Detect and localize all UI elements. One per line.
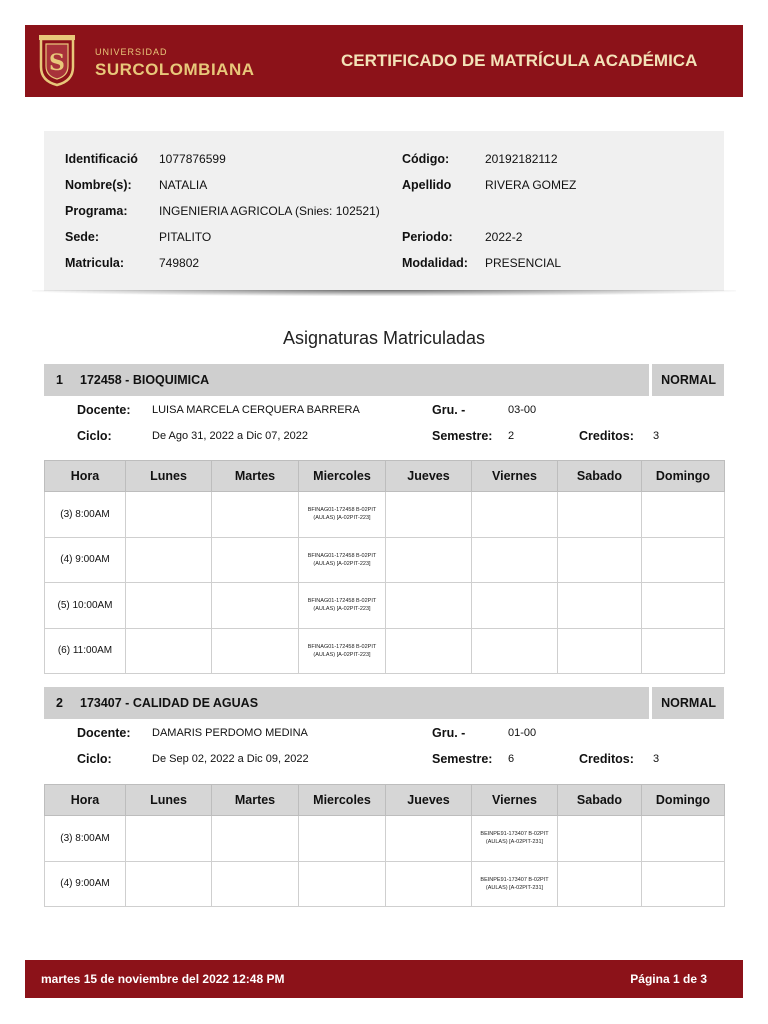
table-cell	[558, 583, 642, 629]
credits-label: Creditos:	[579, 752, 634, 766]
table-cell	[386, 628, 472, 674]
certificate-title: CERTIFICADO DE MATRÍCULA ACADÉMICA	[341, 51, 698, 70]
ciclo-label: Ciclo:	[77, 429, 112, 443]
group-value: 03-00	[508, 404, 537, 416]
semester-label: Semestre:	[432, 752, 493, 766]
schedule-table	[44, 784, 725, 907]
table-row	[45, 861, 725, 907]
table-row	[45, 628, 725, 674]
column-header: Martes	[212, 461, 299, 492]
table-cell	[212, 816, 299, 862]
column-header: Lunes	[126, 461, 212, 492]
docente-value: DAMARIS PERDOMO MEDINA	[152, 727, 308, 739]
table-cell	[558, 537, 642, 583]
course-divider	[649, 687, 652, 719]
table-row	[45, 492, 725, 538]
period-value: 2022-2	[485, 230, 523, 244]
code-label: Código:	[402, 152, 450, 166]
table-cell	[299, 816, 386, 862]
sede-value: PITALITO	[159, 230, 212, 244]
column-header: Sabado	[558, 785, 642, 816]
hour-cell: (3) 8:00AM	[45, 816, 126, 862]
table-cell	[386, 816, 472, 862]
matricula-label: Matricula:	[65, 256, 125, 270]
column-header: Martes	[212, 785, 299, 816]
course-number: 1	[56, 373, 63, 387]
course-status: NORMAL	[661, 696, 716, 710]
table-cell	[472, 537, 558, 583]
schedule-table	[44, 460, 725, 674]
table-cell	[212, 861, 299, 907]
table-cell	[642, 492, 725, 538]
hour-cell: (4) 9:00AM	[45, 537, 126, 583]
table-cell	[642, 537, 725, 583]
table-cell: BFINAG01-172458 B-02PIT (AULAS) [A-02PIT-223]	[299, 628, 386, 674]
docente-label: Docente:	[77, 403, 131, 417]
table-cell	[126, 492, 212, 538]
surname-value: RIVERA GOMEZ	[485, 178, 577, 192]
sede-label: Sede:	[65, 230, 100, 244]
surname-label: Apellido	[402, 178, 452, 192]
table-cell	[472, 492, 558, 538]
table-cell	[212, 537, 299, 583]
panel-shadow	[32, 290, 736, 296]
column-header: Viernes	[472, 785, 558, 816]
table-cell	[126, 816, 212, 862]
group-label: Gru. -	[432, 726, 466, 740]
credits-value: 3	[653, 430, 660, 442]
id-value: 1077876599	[159, 152, 226, 166]
table-cell: BFINAG01-172458 B-02PIT (AULAS) [A-02PIT-223]	[299, 583, 386, 629]
modality-value: PRESENCIAL	[485, 256, 562, 270]
docente-label: Docente:	[77, 726, 131, 740]
credits-value: 3	[653, 753, 660, 765]
semester-label: Semestre:	[432, 429, 493, 443]
table-cell	[642, 861, 725, 907]
table-row	[45, 537, 725, 583]
table-cell: BFINAG01-172458 B-02PIT (AULAS) [A-02PIT-223]	[299, 492, 386, 538]
university-label: UNIVERSIDAD	[95, 47, 168, 57]
document-header	[25, 25, 743, 97]
table-cell: BFINAG01-172458 B-02PIT (AULAS) [A-02PIT-223]	[299, 537, 386, 583]
course-name: 172458 - BIOQUIMICA	[80, 373, 210, 387]
column-header: Miercoles	[299, 785, 386, 816]
student-info-panel	[44, 131, 724, 291]
table-cell	[386, 583, 472, 629]
column-header: Domingo	[642, 461, 725, 492]
table-cell: BEINPE91-173407 B-02PIT (AULAS) [A-02PIT-231]	[472, 816, 558, 862]
credits-label: Creditos:	[579, 429, 634, 443]
table-cell	[558, 816, 642, 862]
column-header: Hora	[45, 461, 126, 492]
svg-text:S: S	[49, 50, 65, 76]
table-cell	[212, 492, 299, 538]
table-cell	[299, 861, 386, 907]
docente-value: LUISA MARCELA CERQUERA BARRERA	[152, 404, 360, 416]
semester-value: 2	[508, 430, 515, 442]
table-cell	[472, 628, 558, 674]
table-cell	[126, 628, 212, 674]
hour-cell: (6) 11:00AM	[45, 628, 126, 674]
table-row	[45, 583, 725, 629]
program-label: Programa:	[65, 204, 128, 218]
modality-label: Modalidad:	[402, 256, 468, 270]
schedule-header-row	[45, 461, 725, 492]
table-row	[45, 816, 725, 862]
column-header: Jueves	[386, 785, 472, 816]
table-cell	[126, 583, 212, 629]
column-header: Lunes	[126, 785, 212, 816]
semester-value: 6	[508, 753, 515, 765]
table-cell	[126, 537, 212, 583]
id-label: Identificació	[65, 152, 138, 166]
course-number: 2	[56, 696, 63, 710]
table-cell	[212, 583, 299, 629]
table-cell	[126, 861, 212, 907]
hour-cell: (3) 8:00AM	[45, 492, 126, 538]
name-value: NATALIA	[159, 178, 208, 192]
table-cell	[212, 628, 299, 674]
column-header: Domingo	[642, 785, 725, 816]
schedule-header-row	[45, 785, 725, 816]
course-name: 173407 - CALIDAD DE AGUAS	[80, 696, 259, 710]
name-label: Nombre(s):	[65, 178, 132, 192]
period-label: Periodo:	[402, 230, 453, 244]
table-cell	[386, 861, 472, 907]
table-cell: BEINPE91-173407 B-02PIT (AULAS) [A-02PIT-231]	[472, 861, 558, 907]
ciclo-label: Ciclo:	[77, 752, 112, 766]
hour-cell: (4) 9:00AM	[45, 861, 126, 907]
table-cell	[558, 861, 642, 907]
group-label: Gru. -	[432, 403, 466, 417]
document-footer	[25, 960, 743, 998]
section-title: Asignaturas Matriculadas	[282, 328, 486, 348]
program-value: INGENIERIA AGRICOLA (Snies: 102521)	[159, 204, 380, 218]
table-cell	[642, 628, 725, 674]
column-header: Viernes	[472, 461, 558, 492]
course-divider	[649, 364, 652, 396]
table-cell	[558, 492, 642, 538]
table-cell	[386, 537, 472, 583]
course-header	[44, 364, 724, 396]
table-cell	[472, 583, 558, 629]
column-header: Sabado	[558, 461, 642, 492]
hour-cell: (5) 10:00AM	[45, 583, 126, 629]
column-header: Hora	[45, 785, 126, 816]
table-cell	[558, 628, 642, 674]
table-cell	[386, 492, 472, 538]
table-cell	[642, 583, 725, 629]
page-number: Página 1 de 3	[630, 972, 707, 986]
university-shield-logo	[37, 33, 77, 87]
code-value: 20192182112	[485, 152, 558, 166]
course-header	[44, 687, 724, 719]
ciclo-value: De Ago 31, 2022 a Dic 07, 2022	[152, 430, 308, 442]
course-status: NORMAL	[661, 373, 716, 387]
university-name: SURCOLOMBIANA	[95, 60, 255, 79]
matricula-value: 749802	[159, 256, 200, 270]
group-value: 01-00	[508, 727, 537, 739]
ciclo-value: De Sep 02, 2022 a Dic 09, 2022	[152, 753, 309, 765]
table-cell	[642, 816, 725, 862]
column-header: Jueves	[386, 461, 472, 492]
column-header: Miercoles	[299, 461, 386, 492]
print-date: martes 15 de noviembre del 2022 12:48 PM	[41, 972, 285, 986]
